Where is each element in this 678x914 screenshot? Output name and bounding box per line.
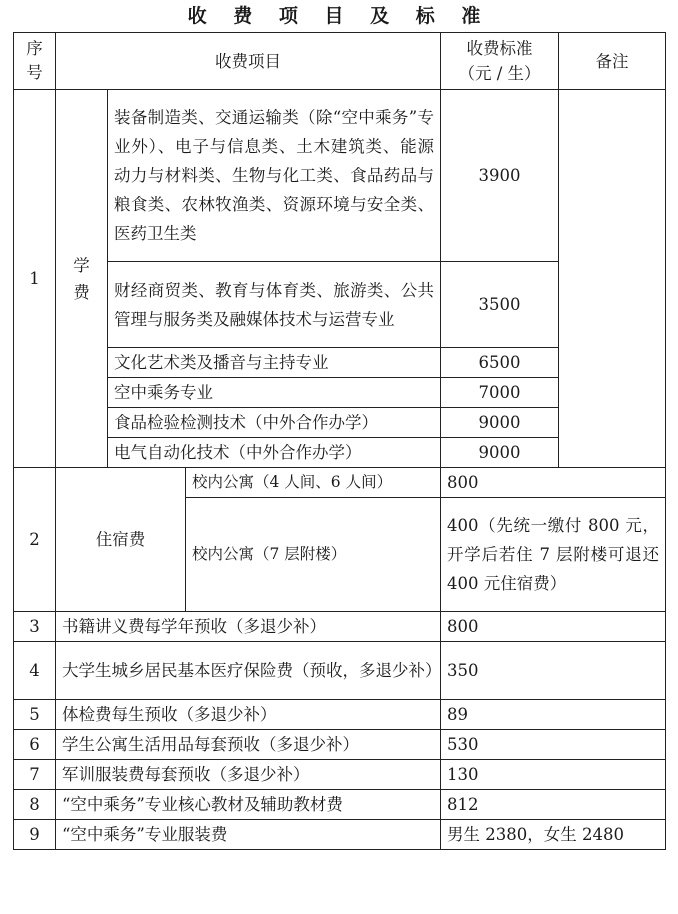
row-seq: 9 <box>14 820 56 850</box>
tuition-fee: 6500 <box>441 348 559 378</box>
tuition-fee: 9000 <box>441 408 559 438</box>
item-cell: 体检费每生预收（多退少补） <box>56 700 441 730</box>
item-cell: 大学生城乡居民基本医疗保险费（预收，多退少补） <box>56 642 441 700</box>
fee-cell: 530 <box>441 730 666 760</box>
item-cell: “空中乘务”专业核心教材及辅助教材费 <box>56 790 441 820</box>
table-row <box>14 790 666 820</box>
lodging-fee: 800 <box>441 468 666 498</box>
row-seq: 8 <box>14 790 56 820</box>
table-row <box>14 820 666 850</box>
header-remark: 备注 <box>559 33 666 90</box>
fee-cell: 89 <box>441 700 666 730</box>
document-title: 收 费 项 目 及 标 准 <box>187 5 491 27</box>
tuition-fee: 7000 <box>441 378 559 408</box>
row-seq: 7 <box>14 760 56 790</box>
table-row <box>14 90 666 262</box>
item-cell: 学生公寓生活用品每套预收（多退少补） <box>56 730 441 760</box>
fee-table <box>13 32 666 850</box>
remark-cell <box>559 90 666 468</box>
header-seq: 序 号 <box>14 33 56 90</box>
item-cell: 书籍讲义费每学年预收（多退少补） <box>56 612 441 642</box>
tuition-item: 装备制造类、交通运输类（除“空中乘务”专业外）、电子与信息类、土木建筑类、能源动力与材料类、生物与化工类、食品药品与粮食类、农林牧渔类、资源环境与安全类、医药卫生类 <box>108 90 441 262</box>
row-seq: 3 <box>14 612 56 642</box>
lodging-label: 住宿费 <box>56 468 186 612</box>
fee-cell: 800 <box>441 612 666 642</box>
tuition-item: 电气自动化技术（中外合作办学） <box>108 438 441 468</box>
row-seq: 2 <box>14 468 56 612</box>
tuition-fee: 3500 <box>441 262 559 348</box>
item-cell: 军训服装费每套预收（多退少补） <box>56 760 441 790</box>
item-cell: “空中乘务”专业服装费 <box>56 820 441 850</box>
tuition-label: 学 费 <box>56 90 108 468</box>
table-row <box>14 612 666 642</box>
fee-cell: 350 <box>441 642 666 700</box>
tuition-item: 文化艺术类及播音与主持专业 <box>108 348 441 378</box>
row-seq: 5 <box>14 700 56 730</box>
row-seq: 6 <box>14 730 56 760</box>
lodging-fee: 400（先统一缴付 800 元，开学后若住 7 层附楼可退还 400 元住宿费） <box>441 498 666 612</box>
header-standard: 收费标准 （元 / 生） <box>441 33 559 90</box>
header-item: 收费项目 <box>56 33 441 90</box>
row-seq: 4 <box>14 642 56 700</box>
fee-cell: 130 <box>441 760 666 790</box>
table-row <box>14 760 666 790</box>
lodging-item: 校内公寓（7 层附楼） <box>186 498 441 612</box>
tuition-item: 食品检验检测技术（中外合作办学） <box>108 408 441 438</box>
tuition-fee: 3900 <box>441 90 559 262</box>
tuition-item: 空中乘务专业 <box>108 378 441 408</box>
lodging-item: 校内公寓（4 人间、6 人间） <box>186 468 441 498</box>
tuition-item: 财经商贸类、教育与体育类、旅游类、公共管理与服务类及融媒体技术与运营专业 <box>108 262 441 348</box>
table-row <box>14 730 666 760</box>
fee-cell: 男生 2380，女生 2480 <box>441 820 666 850</box>
table-row <box>14 468 666 498</box>
table-header-row <box>14 33 666 90</box>
fee-cell: 812 <box>441 790 666 820</box>
row-seq: 1 <box>14 90 56 468</box>
table-row <box>14 700 666 730</box>
tuition-fee: 9000 <box>441 438 559 468</box>
table-row <box>14 642 666 700</box>
